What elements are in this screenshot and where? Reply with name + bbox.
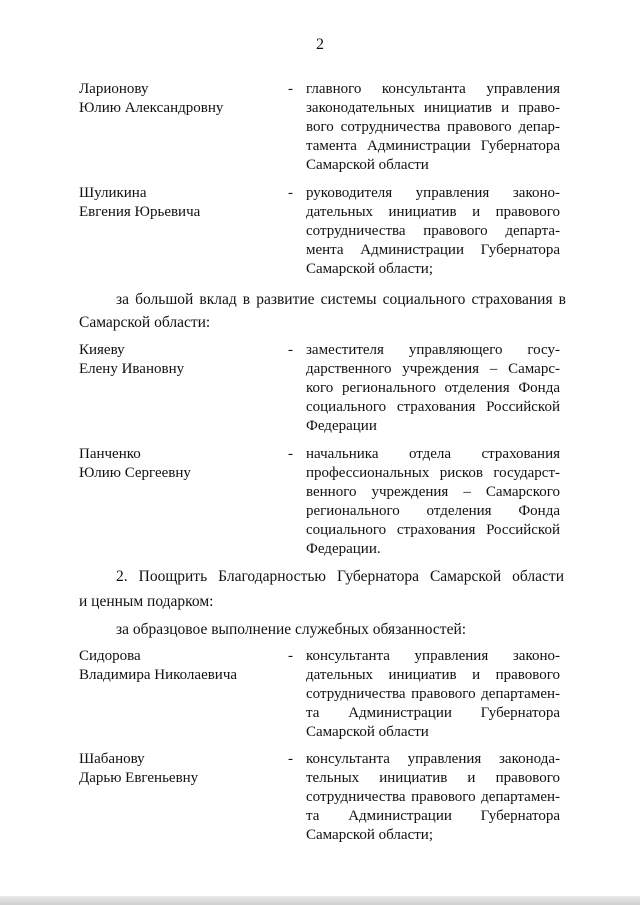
- recipient-position: руководителя управления законо- дательных инициатив и правового сотрудничества правового департа- мента Администрации Губернатора Самарской области;: [306, 185, 560, 277]
- scan-bottom-edge: [0, 896, 640, 905]
- recipient-name: Шуликина Евгения Юрьевича: [79, 185, 201, 220]
- dash: -: [288, 446, 293, 462]
- dash: -: [288, 185, 293, 201]
- recipient-name: Ларионову Юлию Александровну: [79, 81, 224, 116]
- encouragement-paragraph: 2. Поощрить Благодарностью Губернатора Самарской области: [116, 568, 564, 585]
- recipient-position: главного консультанта управления законодательных инициатив и право- вого сотрудничества правового депар- тамента Администрации Губернатора Самарской области: [306, 81, 560, 173]
- recipient-name: Кияеву Елену Ивановну: [79, 342, 185, 377]
- dash: -: [288, 648, 293, 664]
- page-number: 2: [316, 36, 324, 53]
- recipient-name: Шабанову Дарью Евгеньевну: [79, 751, 199, 786]
- recipient-position: консультанта управления законода- тельных инициатив и правового сотрудничества правового департамен- та Администрации Губернатора Самарской области;: [306, 751, 560, 843]
- dash: -: [288, 81, 293, 97]
- service-reason-paragraph: за образцовое выполнение служебных обязанностей:: [116, 621, 467, 638]
- award-reason-paragraph-cont: Самарской области:: [79, 314, 211, 331]
- dash: -: [288, 342, 293, 358]
- recipient-position: консультанта управления законо- дательных инициатив и правового сотрудничества правового департамен- та Администрации Губернатора Самарской области: [306, 648, 560, 740]
- recipient-position: заместителя управляющего госу- дарственного учреждения – Самарс- кого регионального отделения Фонда социального страхования Российской Федерации: [306, 342, 560, 434]
- award-reason-paragraph: за большой вклад в развитие системы социального страхования в: [116, 291, 566, 308]
- recipient-position: начальника отдела страхования профессиональных рисков государст- венного учреждения – Самарского регионального отделения Фонда социального страхования Российской Федерации.: [306, 446, 560, 557]
- recipient-name: Сидорова Владимира Николаевича: [79, 648, 238, 683]
- recipient-name: Панченко Юлию Сергеевну: [79, 446, 191, 481]
- dash: -: [288, 751, 293, 767]
- encouragement-paragraph-cont: и ценным подарком:: [79, 593, 214, 610]
